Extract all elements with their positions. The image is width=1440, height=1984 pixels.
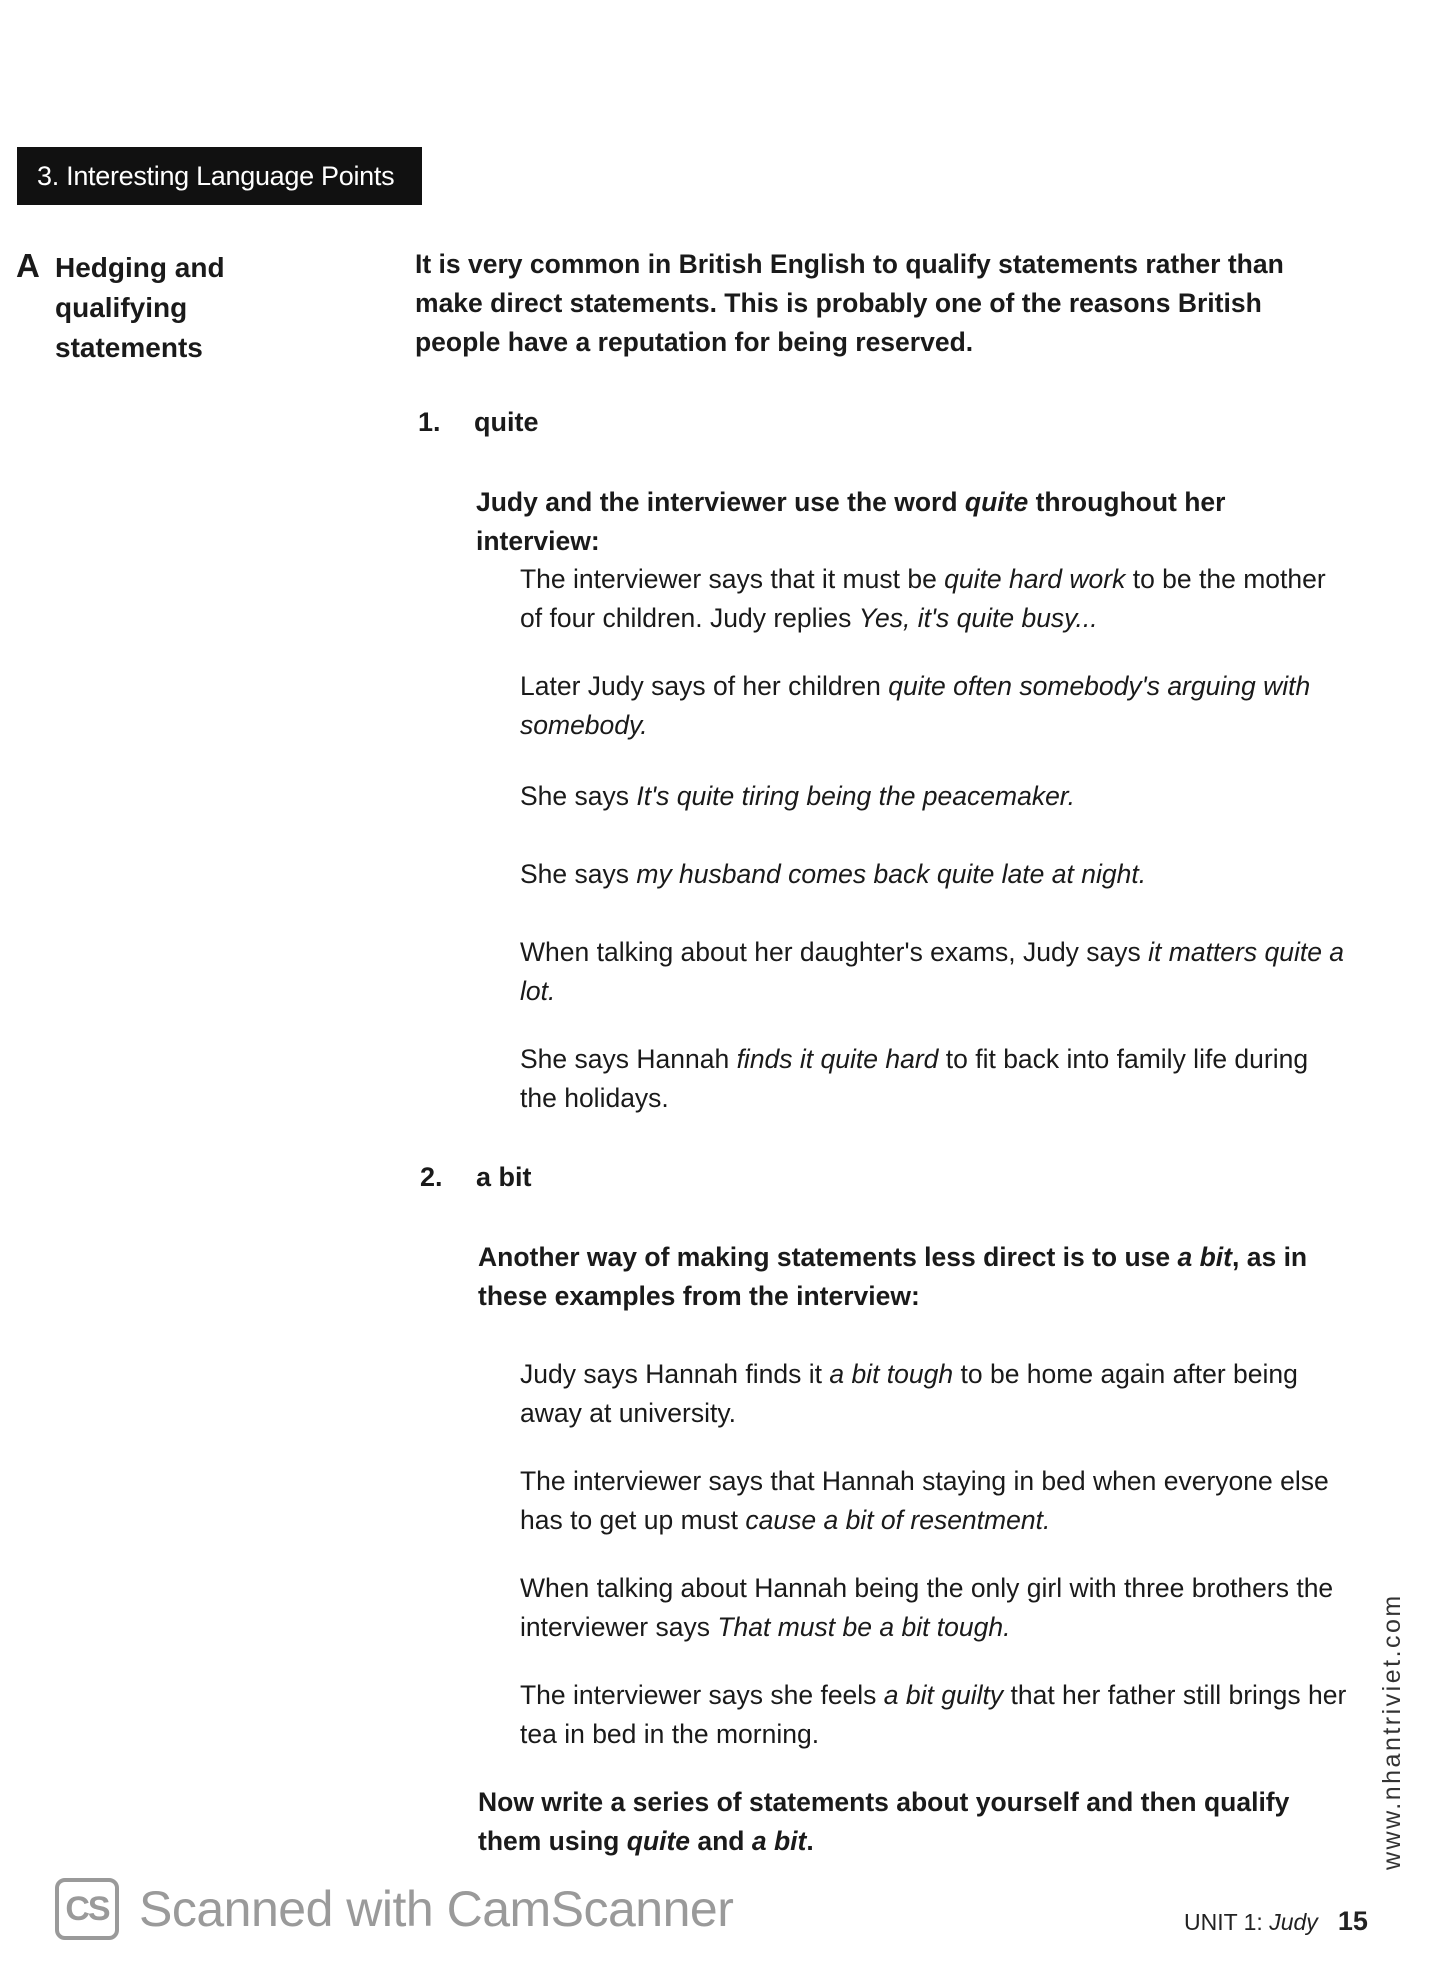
footer-unit: UNIT 1: [1184,1909,1270,1935]
example-text: The interviewer says that it must be [520,564,945,594]
part1-title: quite [474,407,539,437]
example-text: The interviewer says she feels [520,1680,884,1710]
page-number: 15 [1337,1906,1368,1936]
scanner-watermark [55,1875,733,1943]
example-quote: quite hard work [944,564,1126,594]
part2-number: 2. [420,1162,443,1192]
lead-keyword: quite [964,487,1029,517]
example-item [520,933,1350,1011]
example-item [520,1462,1350,1540]
example-text: When talking about her daughter's exams, Judy says [520,937,1149,967]
example-text: to be the mother of four children. Judy replies [520,564,1326,633]
section-heading-line: statements [55,332,203,363]
page-footer [1184,1906,1368,1937]
example-text: The interviewer says that Hannah staying in bed when everyone else has to get up must [520,1466,1329,1535]
example-text: She says [520,859,637,889]
example-quote: a bit tough [829,1359,954,1389]
part1-heading [418,402,539,442]
lead-text: Judy and the interviewer use the word [476,487,965,517]
example-text: Later Judy says of her children [520,671,889,701]
example-quote: a bit guilty [883,1680,1004,1710]
watermark-text: Scanned with CamScanner [139,1881,734,1937]
section-letter: A [16,247,40,284]
task-keyword: a bit [751,1826,807,1856]
lead-keyword: a bit [1177,1242,1232,1272]
section-heading-line: qualifying [55,292,188,323]
part1-number: 1. [418,407,441,437]
example-item [520,560,1350,638]
lead-text: , as in these examples from the interview: [478,1242,1308,1311]
example-item [520,1040,1350,1118]
example-quote: my husband comes back quite late at night. [636,859,1147,889]
example-text: She says Hannah [520,1044,737,1074]
lead-text: throughout her interview: [476,487,1226,556]
example-quote: It's quite tiring being the peacemaker. [636,781,1076,811]
example-text: that her father still brings her tea in bed in the morning. [520,1680,1347,1749]
example-quote: cause a bit of resentment. [745,1505,1051,1535]
task-text: and [690,1826,752,1856]
example-item [520,1355,1350,1433]
example-quote: it matters quite a lot. [520,937,1345,1006]
section-banner: 3. Interesting Language Points [17,147,422,205]
example-quote: Yes, it's quite busy... [858,603,1098,633]
intro-paragraph: It is very common in British English to qualify statements rather than make direct statements. This is probably one of the reasons British people have a reputation for being reserved. [415,249,1284,357]
part2-heading [420,1157,532,1197]
part2-title: a bit [476,1162,532,1192]
example-text: Judy says Hannah finds it [520,1359,830,1389]
task-text: Now write a series of statements about yourself and then qualify them using [478,1787,1290,1856]
example-quote: That must be a bit tough. [717,1612,1011,1642]
lead-text: Another way of making statements less direct is to use [478,1242,1178,1272]
task-keyword: quite [626,1826,691,1856]
task-text: . [806,1826,814,1856]
part1-lead [476,483,1356,561]
example-text: to fit back into family life during the holidays. [520,1044,1309,1113]
example-item [520,777,1350,816]
example-quote: quite often somebody's arguing with somebody. [520,671,1311,740]
example-text: When talking about Hannah being the only girl with three brothers the interviewer says [520,1573,1334,1642]
camscanner-logo-icon: CS [55,1878,119,1940]
example-item [520,855,1350,894]
part2-lead [478,1238,1358,1316]
example-item [520,1569,1350,1647]
example-text: to be home again after being away at university. [520,1359,1298,1428]
example-item [520,1676,1350,1754]
section-heading-line: Hedging and [55,252,225,283]
example-quote: finds it quite hard [736,1044,939,1074]
example-text: She says [520,781,637,811]
example-item [520,667,1350,745]
section-heading [55,248,315,368]
task-instruction [478,1783,1338,1861]
website-url: www.nhantriviet.com [1378,1593,1406,1870]
footer-unit-name: Judy [1269,1909,1318,1935]
